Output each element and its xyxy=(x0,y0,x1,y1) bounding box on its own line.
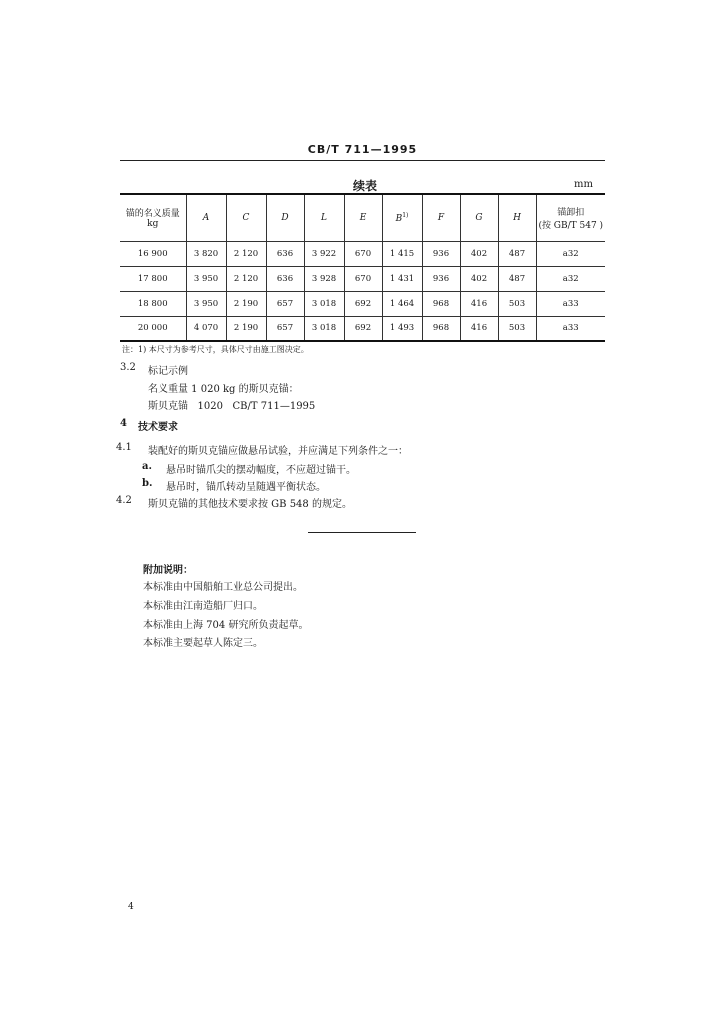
dimension-table xyxy=(120,193,605,342)
condition-b-label: b. xyxy=(142,478,153,489)
additional-note-line: 本标准由中国船舶工业总公司提出。 xyxy=(143,582,303,593)
table-cell: 402 xyxy=(460,266,498,291)
table-cell: 402 xyxy=(460,241,498,266)
table-row xyxy=(120,241,605,266)
table-cell: 670 xyxy=(344,241,382,266)
header-mass xyxy=(120,194,186,241)
table-cell: 20 000 xyxy=(120,316,186,341)
table-cell: 2 190 xyxy=(226,316,266,341)
table-cell: 2 190 xyxy=(226,291,266,316)
section-4-2-text: 斯贝克锚的其他技术要求按 GB 548 的规定。 xyxy=(148,499,352,510)
table-cell: 18 800 xyxy=(120,291,186,316)
table-cell: 636 xyxy=(266,241,304,266)
header-shackle xyxy=(536,194,605,241)
header-f-label: F xyxy=(437,212,445,223)
table-cell: 3 928 xyxy=(304,266,344,291)
table-cell: 657 xyxy=(266,291,304,316)
header-e xyxy=(344,194,382,241)
header-mass-unit: kg xyxy=(147,219,159,230)
table-cell: 487 xyxy=(498,241,536,266)
additional-note-line: 本标准主要起草人陈定三。 xyxy=(143,638,263,649)
table-cell: 2 120 xyxy=(226,241,266,266)
header-g-label: G xyxy=(475,212,483,223)
table-cell: 487 xyxy=(498,266,536,291)
condition-b-text: 悬吊时，锚爪转动呈随遇平衡状态。 xyxy=(166,482,326,493)
end-divider xyxy=(308,532,416,533)
table-row xyxy=(120,266,605,291)
condition-a-label: a. xyxy=(142,461,152,472)
table-row xyxy=(120,291,605,316)
table-cell: a33 xyxy=(536,291,605,316)
table-cell: 692 xyxy=(344,291,382,316)
header-c-label: C xyxy=(242,212,250,223)
table-cell: 1 493 xyxy=(382,316,422,341)
table-cell: 1 464 xyxy=(382,291,422,316)
section-3-2-number: 3.2 xyxy=(120,362,136,373)
header-a-label: A xyxy=(202,212,210,223)
table-cell: 936 xyxy=(422,266,460,291)
table-cell: 3 820 xyxy=(186,241,226,266)
header-b-footnote: 1) xyxy=(402,211,409,219)
table-cell: 3 018 xyxy=(304,316,344,341)
table-cell: 416 xyxy=(460,291,498,316)
table-cell: a33 xyxy=(536,316,605,341)
page-number: 4 xyxy=(128,902,134,912)
section-4-1-number: 4.1 xyxy=(116,442,132,453)
table-cell: 416 xyxy=(460,316,498,341)
section-4-title: 技术要求 xyxy=(138,422,178,433)
table-cell: 503 xyxy=(498,316,536,341)
header-rule xyxy=(120,160,605,161)
table-cell: a32 xyxy=(536,241,605,266)
header-l xyxy=(304,194,344,241)
header-mass-label: 锚的名义质量 xyxy=(125,209,180,220)
additional-note-line: 本标准由江南造船厂归口。 xyxy=(143,601,263,612)
table-cell: 1 431 xyxy=(382,266,422,291)
header-b-label: B xyxy=(395,213,403,224)
header-shackle-std: (按 GB/T 547 ) xyxy=(538,220,604,231)
table-cell: 3 922 xyxy=(304,241,344,266)
table-cell: 692 xyxy=(344,316,382,341)
section-4-number: 4 xyxy=(120,418,127,429)
header-h-label: H xyxy=(513,212,521,223)
table-header-row xyxy=(120,194,605,241)
condition-a-text: 悬吊时锚爪尖的摆动幅度，不应超过锚干。 xyxy=(166,465,356,476)
header-g xyxy=(460,194,498,241)
header-f xyxy=(422,194,460,241)
table-cell: 936 xyxy=(422,241,460,266)
section-4-1-text: 装配好的斯贝克锚应做悬吊试验，并应满足下列条件之一： xyxy=(148,446,408,457)
table-cell: 670 xyxy=(344,266,382,291)
table-cell: 1 415 xyxy=(382,241,422,266)
section-3-2-title: 标记示例 xyxy=(148,366,188,377)
table-footnote: 注：1) 本尺寸为参考尺寸，具体尺寸由施工图决定。 xyxy=(122,345,309,354)
header-b xyxy=(382,194,422,241)
table-cell: 3 018 xyxy=(304,291,344,316)
table-cell: 968 xyxy=(422,291,460,316)
header-h xyxy=(498,194,536,241)
header-d-label: D xyxy=(281,212,289,223)
table-cell: a32 xyxy=(536,266,605,291)
table-cell: 503 xyxy=(498,291,536,316)
table-row xyxy=(120,316,605,341)
table-unit: mm xyxy=(574,179,593,190)
additional-notes-title: 附加说明： xyxy=(143,565,193,576)
header-c xyxy=(226,194,266,241)
table-title: 续表 xyxy=(352,179,377,193)
header-l-label: L xyxy=(321,212,327,223)
table-cell: 3 950 xyxy=(186,291,226,316)
marking-example-line-1: 名义重量 1 020 kg 的斯贝克锚： xyxy=(148,384,299,395)
header-a xyxy=(186,194,226,241)
table-cell: 968 xyxy=(422,316,460,341)
header-e-label: E xyxy=(359,212,367,223)
additional-note-line: 本标准由上海 704 研究所负责起草。 xyxy=(143,620,309,631)
section-4-2-number: 4.2 xyxy=(116,495,132,506)
table-cell: 17 800 xyxy=(120,266,186,291)
table-cell: 16 900 xyxy=(120,241,186,266)
table-cell: 4 070 xyxy=(186,316,226,341)
standard-header: CB/T 711—1995 xyxy=(307,143,418,156)
header-d xyxy=(266,194,304,241)
marking-example-line-2: 斯贝克锚 1020 CB/T 711—1995 xyxy=(148,401,316,412)
table-cell: 657 xyxy=(266,316,304,341)
table-cell: 3 950 xyxy=(186,266,226,291)
table-cell: 2 120 xyxy=(226,266,266,291)
table-cell: 636 xyxy=(266,266,304,291)
header-shackle-label: 锚卸扣 xyxy=(557,207,585,218)
